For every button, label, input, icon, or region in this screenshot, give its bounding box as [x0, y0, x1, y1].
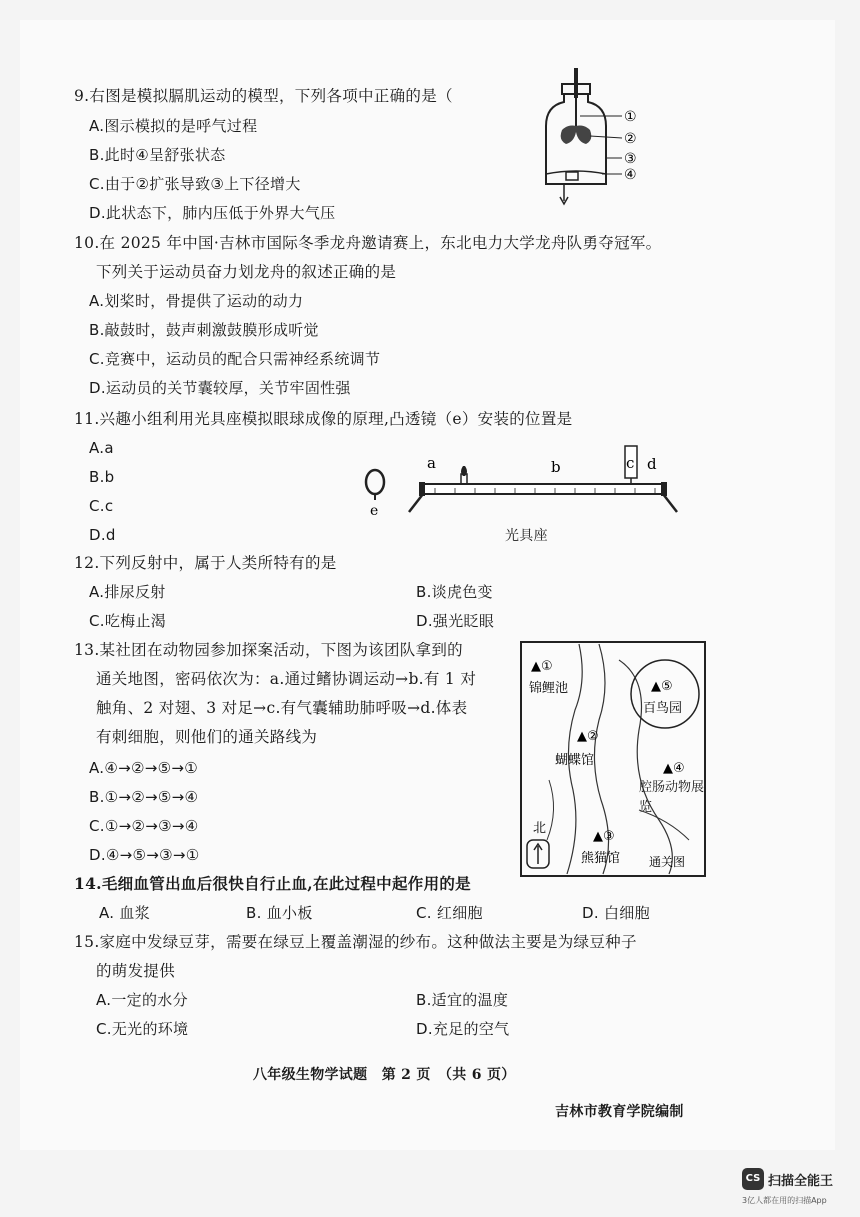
scanner-watermark — [742, 1168, 852, 1208]
q11-option-c: C.c — [89, 497, 114, 515]
q14-option-c: C. 红细胞 — [416, 904, 483, 922]
map-title: 通关图 — [649, 855, 686, 869]
q15-option-a: A.一定的水分 — [96, 991, 188, 1009]
label-d: d — [647, 455, 657, 473]
optical-bench-caption: 光具座 — [505, 528, 548, 544]
q9-stem: 9.右图是模拟膈肌运动的模型，下列各项中正确的是（ — [74, 87, 453, 105]
map-point-4: ▲④ — [663, 761, 685, 776]
q9-option-a: A.图示模拟的是呼气过程 — [89, 117, 258, 135]
q11-option-d: D.d — [89, 526, 116, 544]
map-north-label: 北 — [533, 821, 547, 836]
q10-stem-line1: 10.在 2025 年中国·吉林市国际冬季龙舟邀请赛上，东北电力大学龙舟队勇夺冠军。 — [74, 234, 662, 252]
label-4: ④ — [624, 167, 637, 183]
q11-option-b: B.b — [89, 468, 115, 486]
q15-option-d: D.充足的空气 — [416, 1020, 510, 1038]
q14-option-b: B. 血小板 — [246, 904, 313, 922]
q13-stem-line1: 13.某社团在动物园参加探案活动，下图为该团队拿到的 — [74, 641, 463, 659]
map-name-4: 腔肠动物展览 — [639, 780, 705, 815]
q9-option-d: D.此状态下，肺内压低于外界大气压 — [89, 204, 336, 222]
page-footer: 八年级生物学试题 第 2 页 （共 6 页） — [253, 1067, 516, 1083]
editor-credit: 吉林市教育学院编制 — [555, 1104, 684, 1120]
q15-stem-line1: 15.家庭中发绿豆芽，需要在绿豆上覆盖潮湿的纱布。这种做法主要是为绿豆种子 — [74, 933, 637, 951]
q11-option-a: A.a — [89, 439, 114, 457]
optical-bench-figure — [355, 436, 685, 526]
camscanner-logo-icon: CS — [742, 1168, 764, 1190]
q14-option-d: D. 白细胞 — [582, 904, 650, 922]
brand-tagline: 3亿人都在用的扫描App — [742, 1196, 827, 1205]
map-point-3: ▲③ — [593, 829, 615, 844]
label-1: ① — [624, 109, 637, 125]
label-b: b — [551, 458, 561, 476]
q10-option-a: A.划桨时，骨提供了运动的动力 — [89, 292, 304, 310]
label-a: a — [427, 454, 436, 472]
brand-name: 扫描全能王 — [768, 1174, 834, 1189]
q10-option-c: C.竞赛中，运动员的配合只需神经系统调节 — [89, 350, 381, 368]
map-point-5: ▲⑤ — [651, 679, 673, 694]
label-e: e — [370, 503, 379, 519]
q12-option-d: D.强光眨眼 — [416, 612, 495, 630]
q14-option-a: A. 血浆 — [99, 904, 151, 922]
q10-stem-line2: 下列关于运动员奋力划龙舟的叙述正确的是 — [96, 263, 397, 281]
q12-option-c: C.吃梅止渴 — [89, 612, 167, 630]
q13-option-c: C.①→②→③→④ — [89, 817, 199, 835]
diaphragm-model-figure — [540, 66, 680, 216]
q13-stem-line4: 有刺细胞，则他们的通关路线为 — [96, 728, 318, 746]
q13-option-d: D.④→⑤→③→① — [89, 846, 200, 864]
q15-option-b: B.适宜的温度 — [416, 991, 509, 1009]
q13-option-b: B.①→②→⑤→④ — [89, 788, 199, 806]
q13-stem-line2: 通关地图，密码依次为：a.通过鳍协调运动→b.有 1 对 — [96, 670, 477, 688]
map-name-2: 蝴蝶馆 — [555, 753, 595, 768]
zoo-map-figure — [519, 640, 709, 880]
q9-option-b: B.此时④呈舒张状态 — [89, 146, 226, 164]
q15-option-c: C.无光的环境 — [96, 1020, 189, 1038]
label-c: c — [626, 454, 635, 472]
q12-stem: 12.下列反射中，属于人类所特有的是 — [74, 554, 337, 572]
label-3: ③ — [624, 151, 637, 167]
q14-stem: 14.毛细血管出血后很快自行止血,在此过程中起作用的是 — [74, 874, 471, 893]
map-name-1: 锦鲤池 — [529, 681, 569, 696]
map-point-2: ▲② — [577, 729, 599, 744]
q13-option-a: A.④→②→⑤→① — [89, 759, 198, 777]
map-point-1: ▲① — [531, 659, 553, 674]
q9-option-c: C.由于②扩张导致③上下径增大 — [89, 175, 301, 193]
label-2: ② — [624, 131, 637, 147]
q12-option-b: B.谈虎色变 — [416, 583, 493, 601]
q13-stem-line3: 触角、2 对翅、3 对足→c.有气囊辅助肺呼吸→d.体表 — [96, 699, 468, 717]
map-name-3: 熊猫馆 — [581, 851, 621, 866]
q10-option-d: D.运动员的关节囊较厚，关节牢固性强 — [89, 379, 351, 397]
q10-option-b: B.敲鼓时，鼓声刺激鼓膜形成听觉 — [89, 321, 319, 339]
q11-stem: 11.兴趣小组利用光具座模拟眼球成像的原理,凸透镜（e）安装的位置是 — [74, 410, 573, 428]
q15-stem-line2: 的萌发提供 — [96, 962, 176, 980]
q12-option-a: A.排尿反射 — [89, 583, 166, 601]
map-name-5: 百鸟园 — [643, 701, 683, 716]
